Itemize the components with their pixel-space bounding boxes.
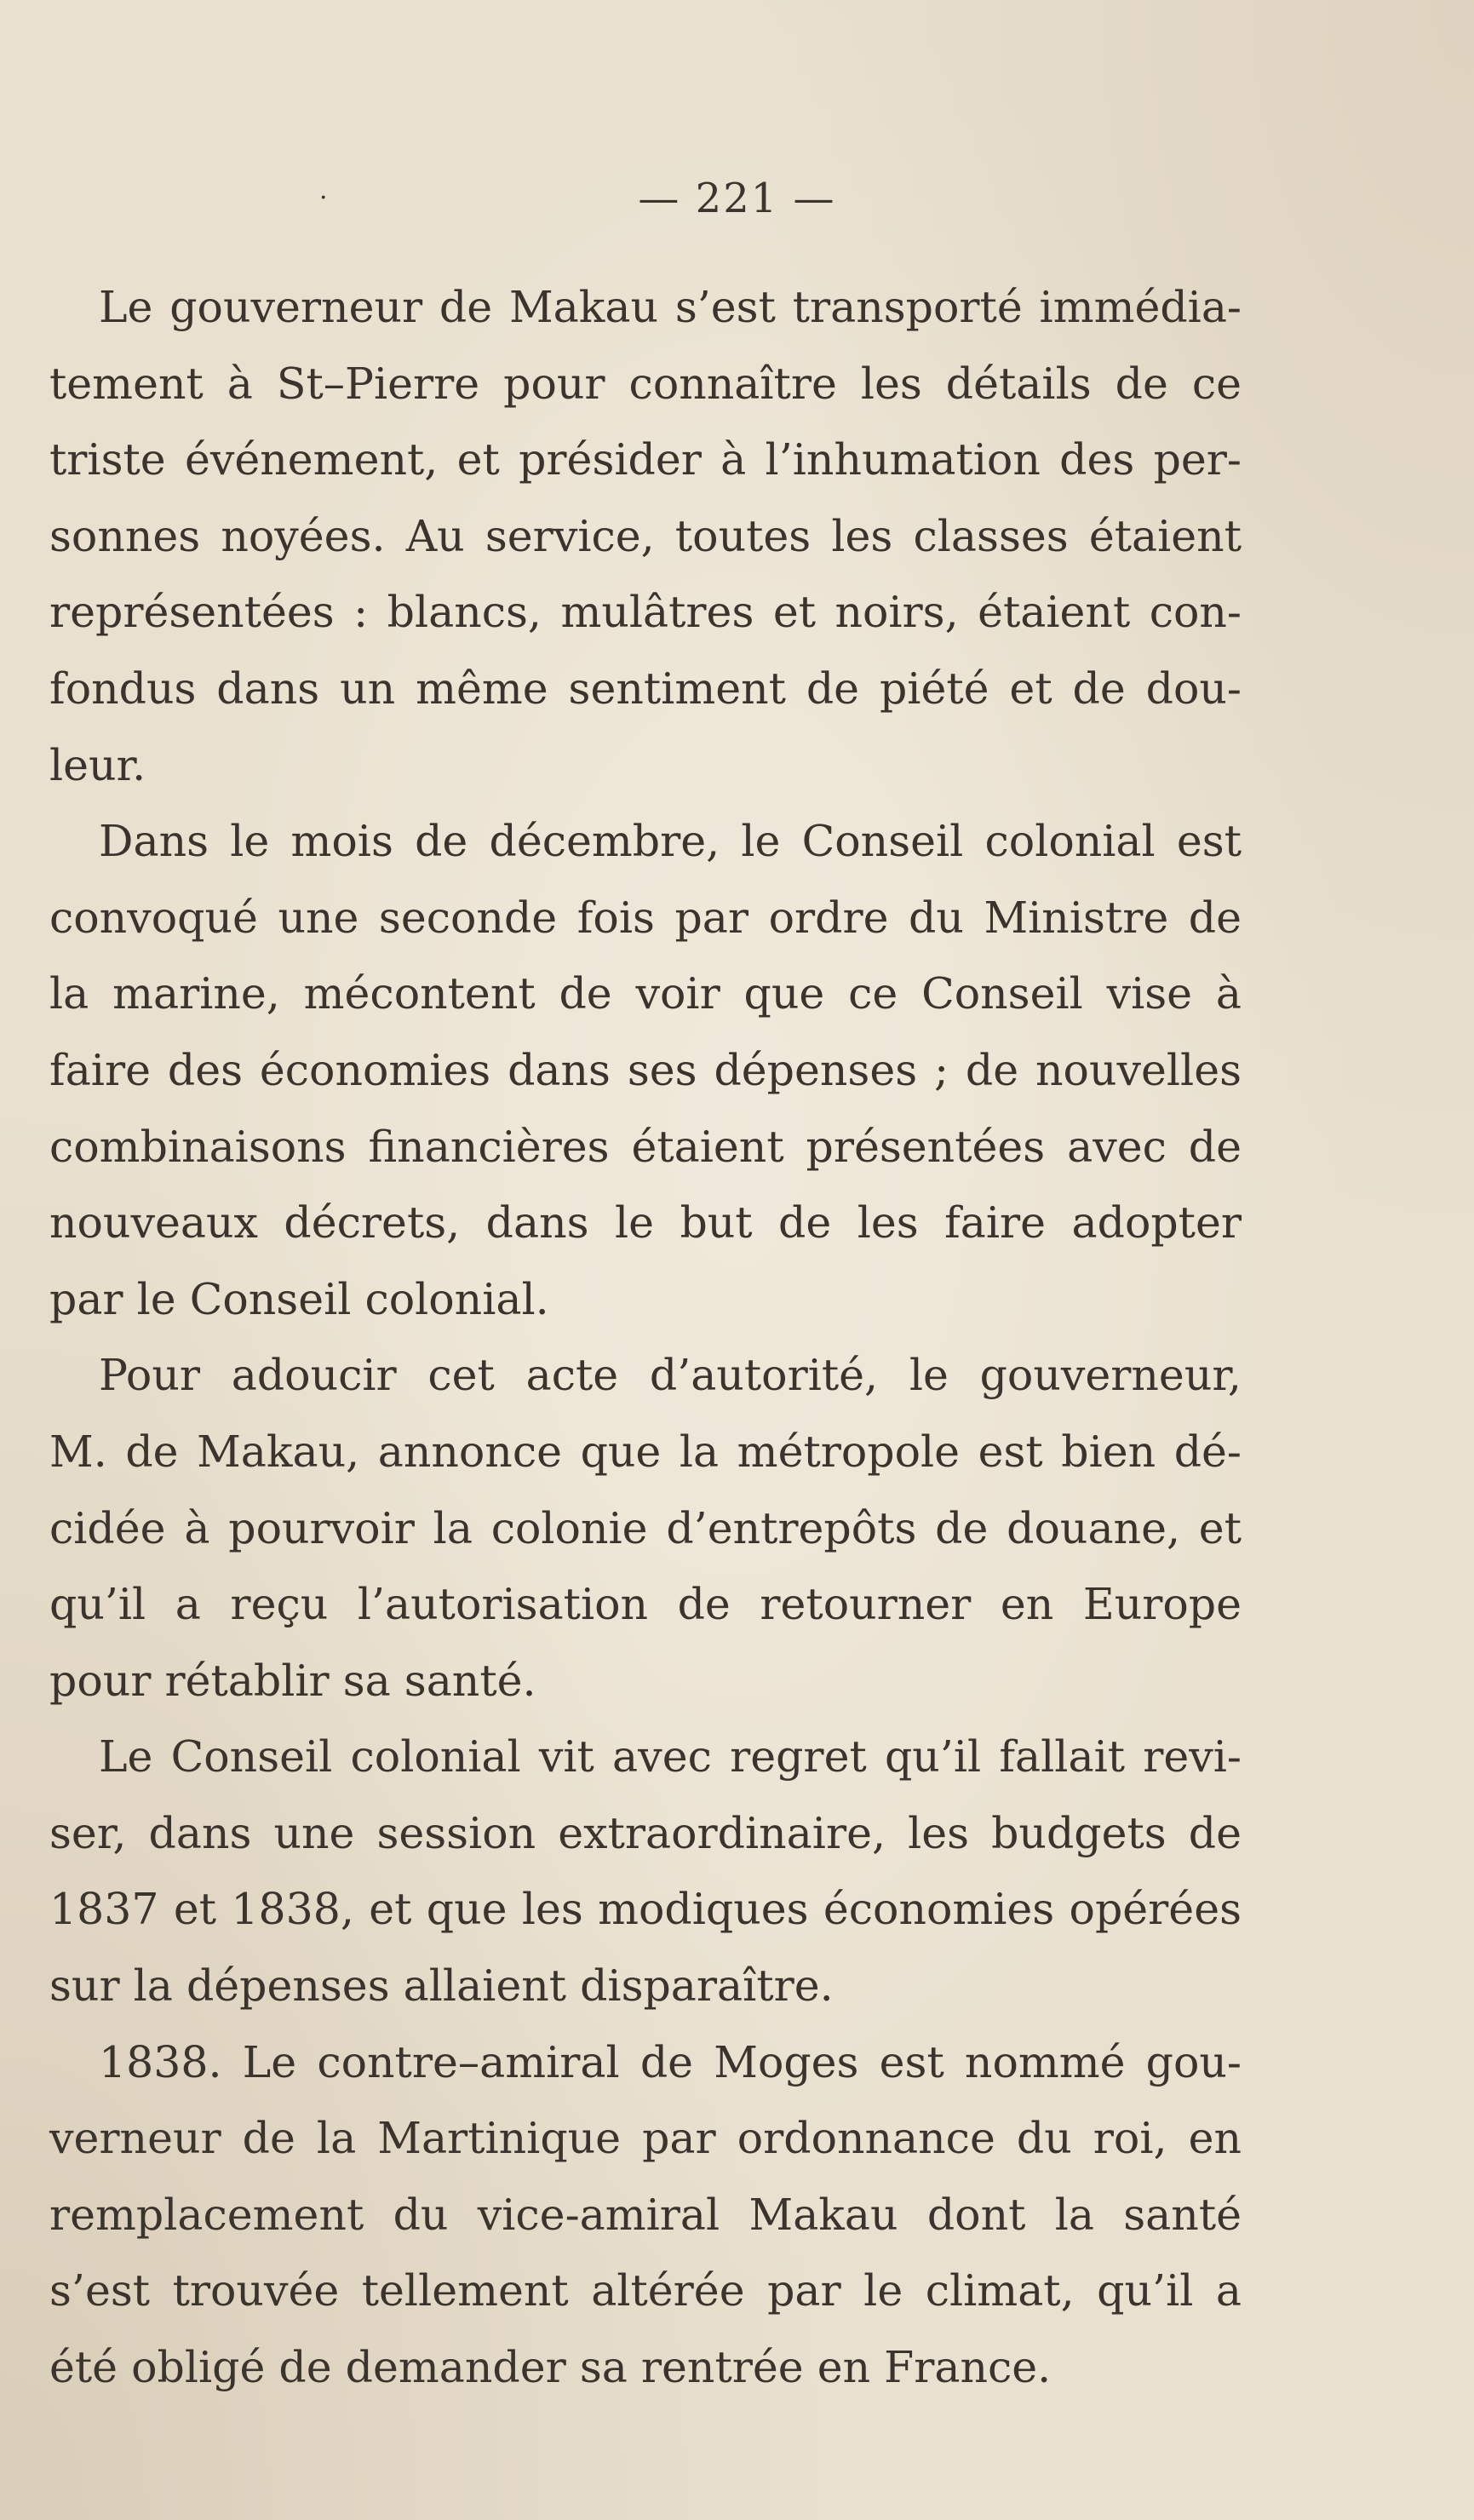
text-line: 1837 et 1838, et que les modiques économies opérées <box>49 1884 1242 1935</box>
text-line: sonnes noyées. Au service, toutes les classes étaient <box>49 510 1242 561</box>
text-line: leur. <box>49 739 146 790</box>
text-line: faire des économies dans ses dépenses ; de nouvelles <box>49 1044 1242 1095</box>
text-line: Dans le mois de décembre, le Conseil colonial est <box>99 816 1242 867</box>
text-line: qu’il a reçu l’autorisation de retourner en Europe <box>49 1579 1242 1630</box>
text-line: Le Conseil colonial vit avec regret qu’il fallait revi- <box>99 1731 1242 1782</box>
text-line: nouveaux décrets, dans le but de les faire adopter <box>49 1197 1242 1249</box>
body-text <box>49 269 1242 2406</box>
text-line: verneur de la Martinique par ordonnance du roi, en <box>49 2113 1242 2164</box>
text-line: sur la dépenses allaient disparaître. <box>49 1960 834 2012</box>
text-line: la marine, mécontent de voir que ce Conseil vise à <box>49 968 1242 1019</box>
text-line: pour rétablir sa santé. <box>49 1655 536 1706</box>
text-line: fondus dans un même sentiment de piété et de dou- <box>49 663 1242 714</box>
text-line: été obligé de demander sa rentrée en France. <box>49 2342 1052 2393</box>
text-line: remplacement du vice-amiral Makau dont la santé <box>49 2189 1242 2240</box>
page-header <box>0 175 1474 222</box>
text-line: par le Conseil colonial. <box>49 1273 549 1324</box>
text-line: représentées : blancs, mulâtres et noirs, étaient con- <box>49 587 1242 638</box>
header-mark: · <box>319 183 330 213</box>
text-line: Le gouverneur de Makau s’est transporté immédia- <box>99 282 1242 332</box>
text-line: tement à St–Pierre pour connaître les détails de ce <box>49 358 1242 409</box>
page-number: — 221 — <box>638 175 836 222</box>
text-line: triste événement, et présider à l’inhumation des per- <box>49 434 1242 485</box>
text-line: Pour adoucir cet acte d’autorité, le gouverneur, <box>99 1350 1242 1401</box>
text-line: s’est trouvée tellement altérée par le climat, qu’il a <box>49 2265 1242 2316</box>
text-line: combinaisons financières étaient présentées avec de <box>49 1121 1242 1172</box>
text-line: 1838. Le contre–amiral de Moges est nommé gou- <box>99 2036 1242 2087</box>
text-line: cidée à pourvoir la colonie d’entrepôts de douane, et <box>49 1502 1242 1553</box>
text-line: ser, dans une session extraordinaire, les budgets de <box>49 1807 1242 1858</box>
text-line: M. de Makau, annonce que la métropole est bien dé- <box>49 1426 1242 1477</box>
text-line: convoqué une seconde fois par ordre du Ministre de <box>49 892 1242 943</box>
